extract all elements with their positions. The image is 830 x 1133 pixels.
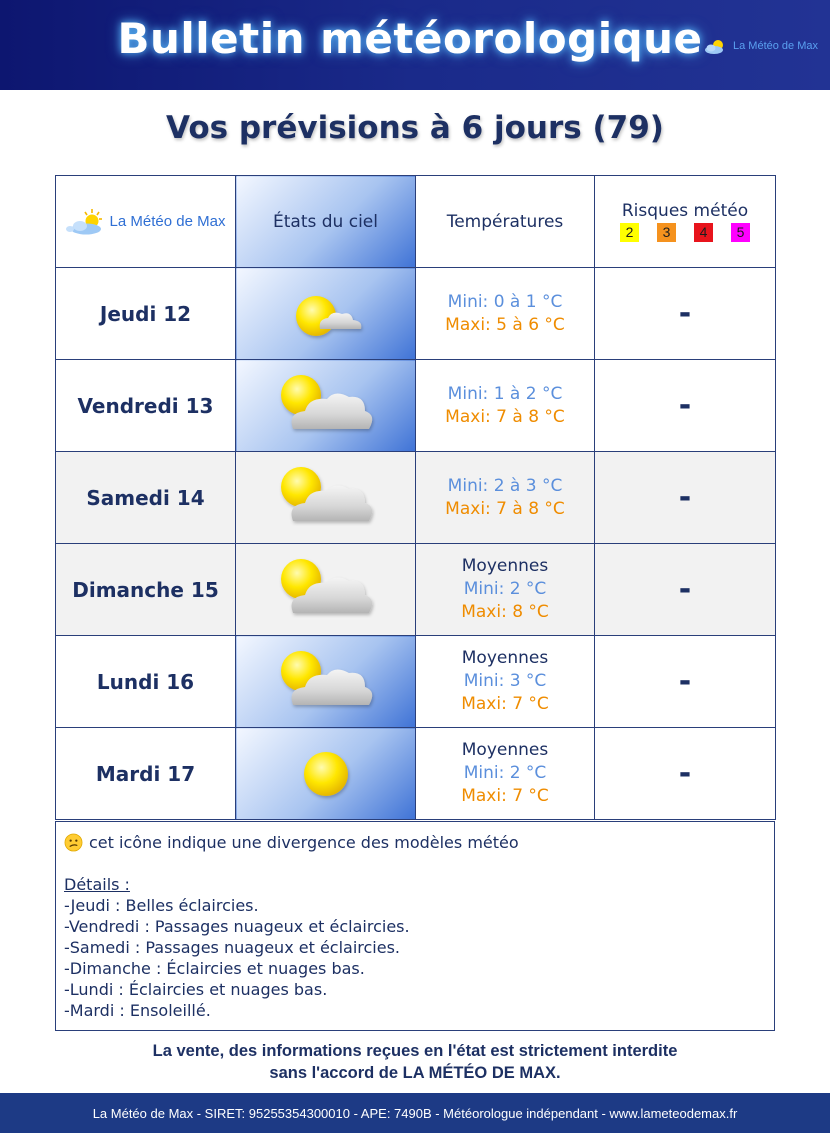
sun-behind-cloud-icon (271, 369, 381, 443)
legal-notice (0, 1040, 830, 1084)
risk-value: - (595, 452, 776, 544)
header-risk-cell (595, 176, 776, 268)
day-label: Jeudi 12 (56, 268, 236, 360)
temperature-cell (416, 728, 595, 820)
table-row (56, 636, 776, 728)
risk-value: - (595, 360, 776, 452)
risk-level-3: 3 (657, 223, 676, 242)
confused-face-icon (64, 833, 83, 852)
sky-cell (236, 544, 416, 636)
legal-notice-line-2: sans l'accord de LA MÉTÉO DE MAX. (269, 1064, 561, 1082)
risk-level-4: 4 (694, 223, 713, 242)
details-line: -Mardi : Ensoleillé. (64, 1001, 211, 1020)
temperature-cell (416, 544, 595, 636)
sky-cell (236, 360, 416, 452)
sun-behind-cloud-icon (271, 461, 381, 535)
temp-min: Mini: 2 à 3 °C (447, 475, 563, 496)
legal-notice-line-1: La vente, des informations reçues en l'état est strictement interdite (152, 1042, 678, 1060)
temp-average-label: Moyennes (461, 740, 549, 760)
risk-value: - (595, 544, 776, 636)
table-row (56, 728, 776, 820)
temp-max: Maxi: 7 °C (461, 786, 549, 806)
risk-level-2: 2 (620, 223, 639, 242)
temp-average-label: Moyennes (461, 556, 549, 576)
temp-max: Maxi: 8 °C (461, 602, 549, 622)
risk-value: - (595, 268, 776, 360)
footer (0, 1093, 830, 1133)
temperature-cell (416, 360, 595, 452)
risk-column-header: Risques météo (621, 201, 749, 221)
risk-level-5: 5 (731, 223, 750, 242)
sky-column-header: États du ciel (273, 211, 378, 232)
temperature-cell (416, 452, 595, 544)
temperature-cell (416, 268, 595, 360)
forecast-table (55, 175, 776, 820)
details-title: Détails : (64, 875, 130, 894)
header-banner (0, 0, 830, 90)
footer-text: La Météo de Max - SIRET: 95255354300010 - APE: 7490B - Météorologue indépendant - www.lameteodemax.fr (92, 1105, 738, 1121)
temp-min: Mini: 3 °C (463, 671, 547, 691)
sun-cloud-logo-icon (66, 207, 108, 237)
sun-icon (296, 744, 356, 804)
day-label: Dimanche 15 (56, 544, 236, 636)
header-logo-cell (56, 176, 236, 268)
divergence-legend (64, 832, 766, 853)
table-header-row (56, 176, 776, 268)
risk-level-legend (595, 223, 775, 242)
temperature-column-header: Températures (446, 211, 564, 232)
temp-max: Maxi: 7 à 8 °C (445, 498, 565, 519)
table-row (56, 452, 776, 544)
day-label: Lundi 16 (56, 636, 236, 728)
divergence-legend-text: cet icône indique une divergence des modèles météo (89, 833, 519, 852)
temp-min: Mini: 0 à 1 °C (447, 291, 563, 312)
risk-value: - (595, 728, 776, 820)
temp-average-label: Moyennes (461, 648, 549, 668)
brand-logo (702, 34, 822, 58)
sun-behind-cloud-icon (271, 553, 381, 627)
temperature-cell (416, 636, 595, 728)
header-sky-cell (236, 176, 416, 268)
sky-cell (236, 452, 416, 544)
day-label: Samedi 14 (56, 452, 236, 544)
day-label: Vendredi 13 (56, 360, 236, 452)
temp-max: Maxi: 7 °C (461, 694, 549, 714)
sun-behind-cloud-icon (271, 645, 381, 719)
details-line: -Dimanche : Éclaircies et nuages bas. (64, 959, 365, 978)
temp-min: Mini: 2 °C (463, 763, 547, 783)
page-title: Bulletin météorologique (117, 14, 703, 63)
table-row (56, 268, 776, 360)
details-line: -Jeudi : Belles éclaircies. (64, 896, 259, 915)
brand-logo-text: La Météo de Max (733, 40, 818, 52)
temp-min: Mini: 1 à 2 °C (447, 383, 563, 404)
temp-min: Mini: 2 °C (463, 579, 547, 599)
sun-cloud-logo-icon (702, 36, 730, 56)
temp-max: Maxi: 7 à 8 °C (445, 406, 565, 427)
sky-cell (236, 728, 416, 820)
day-label: Mardi 17 (56, 728, 236, 820)
forecast-subtitle: Vos prévisions à 6 jours (79) (166, 110, 664, 146)
details-line: -Vendredi : Passages nuageux et éclaircies. (64, 917, 410, 936)
details-box (55, 821, 775, 1031)
header-logo-text: La Météo de Max (109, 213, 226, 230)
details-line: -Lundi : Éclaircies et nuages bas. (64, 980, 328, 999)
table-row (56, 544, 776, 636)
sky-cell (236, 636, 416, 728)
header-temp-cell (416, 176, 595, 268)
details-line: -Samedi : Passages nuageux et éclaircies. (64, 938, 401, 957)
temp-max: Maxi: 5 à 6 °C (445, 314, 565, 335)
risk-value: - (595, 636, 776, 728)
sun-behind-small-cloud-icon (276, 279, 376, 349)
sky-cell (236, 268, 416, 360)
table-row (56, 360, 776, 452)
